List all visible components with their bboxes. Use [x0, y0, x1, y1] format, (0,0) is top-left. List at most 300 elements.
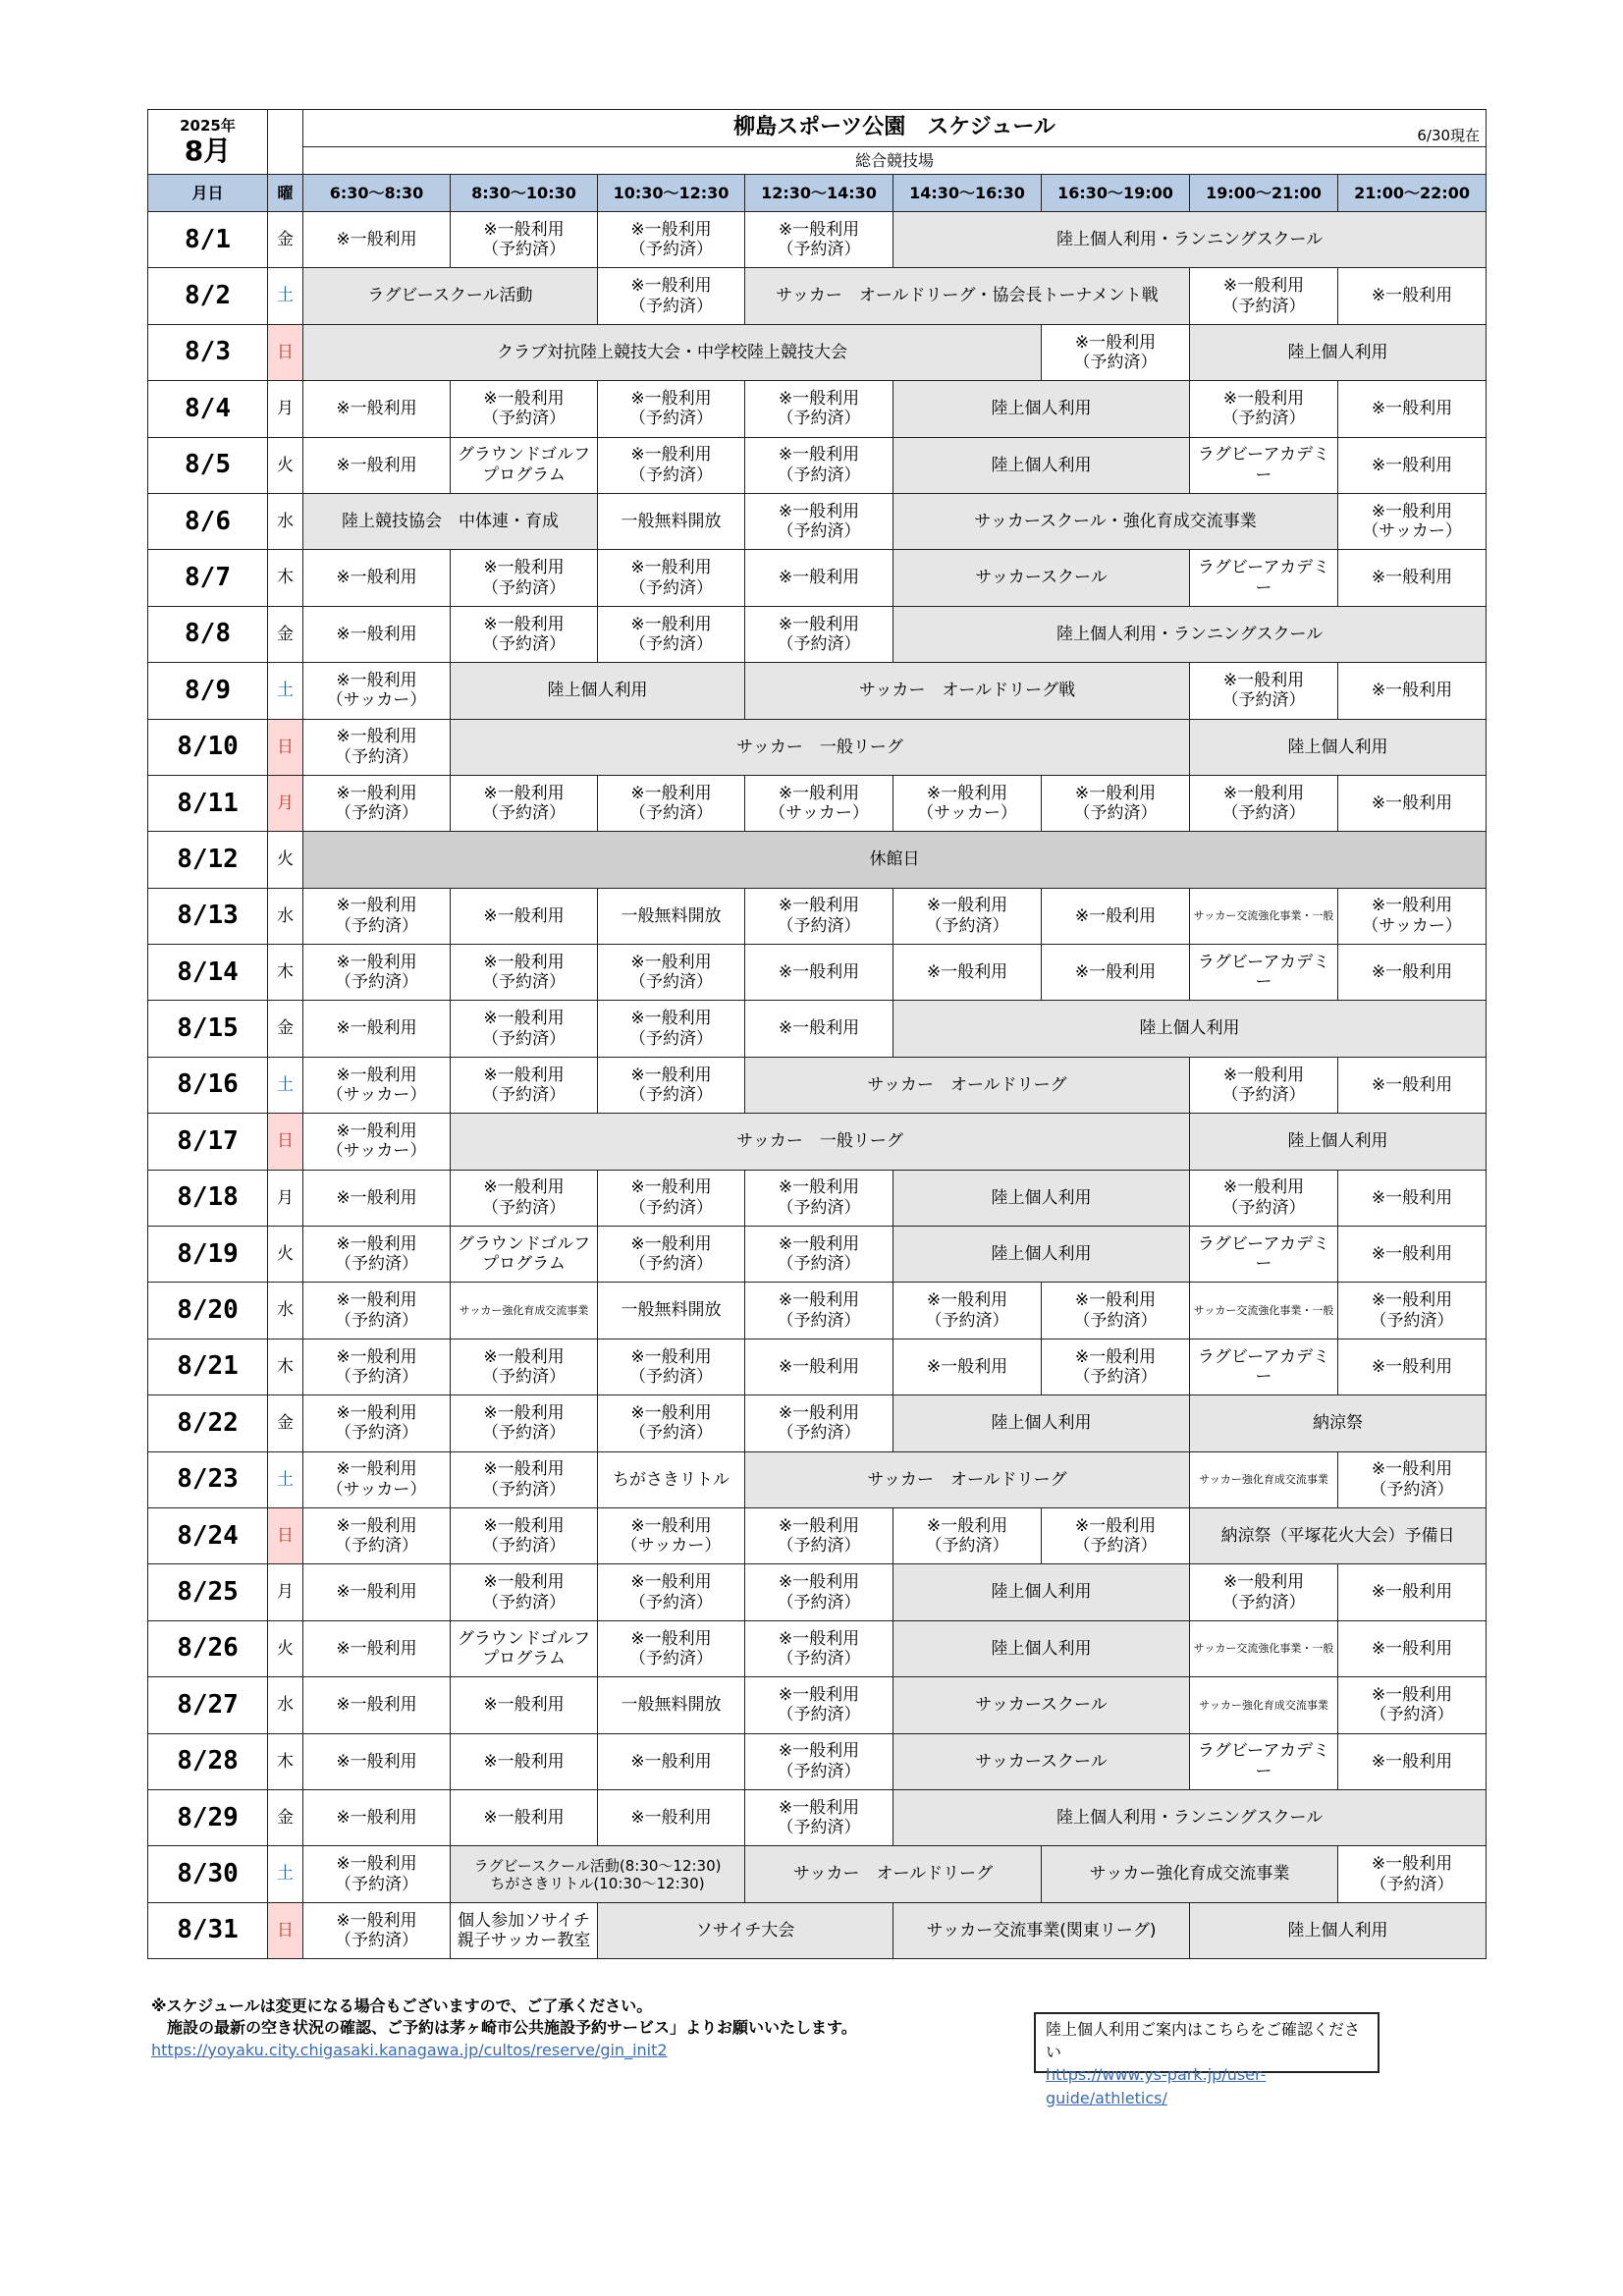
slot-text: （予約済） [335, 803, 418, 824]
slot-text: 納涼祭 [1313, 1413, 1364, 1434]
schedule-row [148, 1339, 1487, 1394]
slot-text: ※一般利用 [778, 1177, 860, 1198]
weekday-cell: 火 [268, 1620, 303, 1676]
schedule-slot [598, 1170, 745, 1226]
schedule-row [148, 1507, 1487, 1563]
year-month-cell [148, 110, 268, 175]
schedule-slot [303, 1620, 451, 1676]
schedule-slot [451, 1114, 1190, 1170]
schedule-slot [303, 493, 598, 549]
weekday-cell: 金 [268, 1789, 303, 1845]
slot-text: ※一般利用 [483, 1515, 565, 1536]
schedule-slot [1338, 1339, 1487, 1394]
slot-text: 陸上個人利用 [991, 1582, 1092, 1603]
schedule-row [148, 1057, 1487, 1113]
schedule-slot [303, 1001, 451, 1057]
slot-text: （予約済） [482, 1479, 566, 1500]
schedule-slot [1190, 945, 1338, 1001]
timeslot-header: 21:00～22:00 [1338, 175, 1487, 212]
schedule-slot [303, 719, 451, 775]
slot-text: ※一般利用 [336, 1807, 417, 1828]
slot-text: （予約済） [482, 1028, 566, 1049]
slot-text: サッカー オールドリーグ・協会長トーナメント戦 [776, 286, 1159, 306]
slot-text: ラグビーアカデミー [1197, 1233, 1330, 1275]
schedule-slot [598, 268, 745, 324]
slot-text: （予約済） [777, 633, 861, 654]
slot-text: ※一般利用 [483, 1009, 565, 1029]
slot-text: ※一般利用 [483, 1346, 565, 1367]
slot-text: （予約済） [777, 1818, 861, 1838]
as-of-date: 6/30現在 [1417, 127, 1481, 144]
slot-text: ※一般利用 [778, 1356, 860, 1377]
slot-text: ※一般利用 [1371, 286, 1453, 306]
weekday-cell: 金 [268, 212, 303, 268]
schedule-slot [598, 1507, 745, 1563]
weekday-cell: 土 [268, 1057, 303, 1113]
schedule-row [148, 437, 1487, 493]
slot-text: ※一般利用 [1074, 783, 1157, 803]
slot-text: ※一般利用 [336, 1346, 417, 1367]
schedule-slot [1190, 1283, 1338, 1339]
slot-text: ※一般利用 [483, 1572, 565, 1593]
slot-text: ※一般利用 [1371, 896, 1453, 916]
slot-text: （サッカー） [326, 1085, 427, 1106]
schedule-slot [303, 1114, 451, 1170]
slot-text: 親子サッカー教室 [457, 1930, 591, 1950]
schedule-row [148, 1846, 1487, 1902]
schedule-slot [303, 1227, 451, 1283]
schedule-slot [451, 1170, 598, 1226]
slot-text: サッカー交流強化事業・一般 [1193, 909, 1334, 923]
schedule-slot [745, 1451, 1190, 1507]
slot-text: ※一般利用 [1074, 1346, 1157, 1367]
slot-text: 陸上個人利用 [991, 1244, 1092, 1265]
schedule-slot [745, 1564, 893, 1620]
slot-text: ※一般利用 [336, 1018, 417, 1039]
schedule-slot [1338, 1733, 1487, 1789]
schedule-row [148, 268, 1487, 324]
schedule-slot [745, 1507, 893, 1563]
schedule-slot [1338, 493, 1487, 549]
schedule-row [148, 1902, 1487, 1958]
schedule-slot [893, 888, 1042, 944]
slot-text: ※一般利用 [778, 1797, 860, 1818]
slot-text: （予約済） [777, 915, 861, 936]
timeslot-header: 10:30～12:30 [598, 175, 745, 212]
schedule-row [148, 606, 1487, 662]
schedule-row [148, 324, 1487, 380]
slot-text: （サッカー） [1362, 915, 1462, 936]
slot-text: ※一般利用 [483, 1177, 565, 1198]
col-date-header: 月日 [148, 175, 268, 212]
schedule-slot [451, 1620, 598, 1676]
slot-text: サッカースクール [975, 1695, 1108, 1716]
slot-text: ※一般利用 [630, 614, 712, 634]
slot-text: （予約済） [1221, 803, 1306, 824]
slot-text: ※一般利用 [483, 1807, 565, 1828]
schedule-slot [598, 1620, 745, 1676]
slot-text: （予約済） [925, 915, 1009, 936]
slot-text: ちがさきリトル [613, 1469, 730, 1490]
slot-text: ※一般利用 [1222, 670, 1305, 690]
slot-text: ※一般利用 [778, 783, 860, 803]
slot-text: ※一般利用 [630, 1403, 712, 1423]
slot-text: プログラム [482, 1254, 566, 1275]
schedule-slot [598, 1227, 745, 1283]
slot-text: ※一般利用 [1371, 1187, 1453, 1208]
date-cell: 8/31 [148, 1902, 268, 1958]
slot-text: ※一般利用 [778, 1741, 860, 1762]
schedule-slot [1190, 663, 1338, 719]
slot-text: サッカー強化育成交流事業 [1199, 1473, 1328, 1487]
slot-text: 陸上競技協会 中体連・育成 [342, 511, 559, 531]
schedule-slot [745, 1339, 893, 1394]
slot-text: （予約済） [482, 1592, 566, 1613]
schedule-row [148, 775, 1487, 831]
slot-text: （予約済） [482, 577, 566, 598]
schedule-slot [893, 1001, 1487, 1057]
slot-text: ラグビーアカデミー [1197, 1346, 1330, 1387]
schedule-table [147, 109, 1487, 1959]
schedule-slot [745, 775, 893, 831]
athletics-guide-link[interactable]: https://www.ys-park.jp/user-guide/athletics/ [1046, 2065, 1267, 2107]
schedule-slot [1190, 1339, 1338, 1394]
slot-text: （予約済） [629, 1028, 713, 1049]
schedule-slot [1338, 268, 1487, 324]
schedule-row [148, 493, 1487, 549]
slot-text: （予約済） [335, 1536, 418, 1557]
slot-text: ラグビーアカデミー [1197, 558, 1330, 598]
slot-text: （予約済） [482, 972, 566, 993]
slot-text: （予約済） [1370, 1310, 1454, 1331]
slot-text: グラウンドゴルフ [457, 1628, 591, 1649]
slot-text: ※一般利用 [483, 1459, 565, 1480]
slot-text: （予約済） [777, 1423, 861, 1444]
slot-text: サッカー交流強化事業・一般 [1193, 1304, 1334, 1318]
slot-text: ※一般利用 [1371, 1290, 1453, 1311]
slot-text: （予約済） [777, 1648, 861, 1668]
slot-text: ※一般利用 [1371, 1582, 1453, 1603]
schedule-slot [1338, 1170, 1487, 1226]
slot-text: ※一般利用 [336, 399, 417, 419]
schedule-slot [1190, 719, 1487, 775]
schedule-row [148, 663, 1487, 719]
blank-cell [268, 110, 303, 175]
schedule-slot [1190, 1620, 1338, 1676]
slot-text: 陸上個人利用 [1287, 737, 1388, 757]
schedule-row [148, 381, 1487, 437]
slot-text: ※一般利用 [336, 1403, 417, 1423]
schedule-slot [745, 1170, 893, 1226]
schedule-slot [893, 381, 1190, 437]
slot-text: 陸上個人利用 [991, 1187, 1092, 1208]
slot-text: （予約済） [482, 1367, 566, 1387]
slot-text: （予約済） [629, 240, 713, 260]
schedule-slot [451, 212, 598, 268]
date-cell: 8/4 [148, 381, 268, 437]
slot-text: サッカー オールドリーグ [867, 1469, 1067, 1490]
schedule-slot [1190, 1114, 1487, 1170]
slot-text: ※一般利用 [630, 1572, 712, 1593]
schedule-row [148, 1620, 1487, 1676]
schedule-slot [1190, 1677, 1338, 1733]
slot-text: ※一般利用 [778, 1628, 860, 1649]
slot-text: （予約済） [1221, 409, 1306, 429]
schedule-slot [745, 888, 893, 944]
date-cell: 8/21 [148, 1339, 268, 1394]
slot-text: （予約済） [925, 1310, 1009, 1331]
slot-text: （予約済） [482, 633, 566, 654]
schedule-slot [451, 1789, 598, 1845]
schedule-slot [745, 1789, 893, 1845]
schedule-slot [1190, 888, 1338, 944]
schedule-slot [598, 1001, 745, 1057]
slot-text: 一般無料開放 [621, 1300, 722, 1321]
schedule-slot [893, 1227, 1190, 1283]
slot-text: ※一般利用 [1371, 1459, 1453, 1480]
slot-text: ※一般利用 [336, 1751, 417, 1772]
schedule-row [148, 832, 1487, 888]
schedule-slot [1190, 268, 1338, 324]
weekday-cell: 月 [268, 1170, 303, 1226]
slot-text: （予約済） [1370, 1705, 1454, 1725]
schedule-slot [451, 719, 1190, 775]
schedule-slot [451, 1902, 598, 1958]
slot-text: グラウンドゴルフ [457, 1233, 591, 1254]
slot-text: 陸上個人利用・ランニングスクール [1055, 624, 1324, 644]
schedule-slot [303, 550, 451, 606]
slot-text: ※一般利用 [336, 455, 417, 475]
schedule-row [148, 1395, 1487, 1451]
slot-text: （予約済） [1221, 1592, 1306, 1613]
schedule-slot [893, 212, 1487, 268]
slot-text: ※一般利用 [630, 1009, 712, 1029]
slot-text: （予約済） [777, 521, 861, 542]
slot-text: ※一般利用 [336, 1582, 417, 1603]
weekday-cell: 日 [268, 324, 303, 380]
schedule-slot [451, 1001, 598, 1057]
slot-text: （予約済） [335, 1423, 418, 1444]
slot-text: ※一般利用 [778, 614, 860, 634]
slot-text: ※一般利用 [630, 1751, 712, 1772]
schedule-slot [893, 493, 1338, 549]
slot-text: ※一般利用 [336, 896, 417, 916]
slot-text: （予約済） [777, 1310, 861, 1331]
slot-text: （予約済） [629, 633, 713, 654]
schedule-slot [893, 606, 1487, 662]
slot-text: サッカー交流強化事業・一般 [1193, 1642, 1334, 1656]
weekday-cell: 木 [268, 1733, 303, 1789]
slot-text: （予約済） [1221, 690, 1306, 711]
slot-text: ラグビーアカデミー [1197, 952, 1330, 993]
slot-text: （予約済） [629, 577, 713, 598]
schedule-slot [303, 1846, 451, 1902]
schedule-slot [1338, 663, 1487, 719]
weekday-cell: 水 [268, 1283, 303, 1339]
slot-text: ※一般利用 [483, 614, 565, 634]
schedule-slot [598, 1677, 745, 1733]
date-cell: 8/29 [148, 1789, 268, 1845]
weekday-cell: 金 [268, 1001, 303, 1057]
schedule-slot [745, 606, 893, 662]
date-cell: 8/24 [148, 1507, 268, 1563]
slot-text: 陸上個人利用・ランニングスクール [1055, 1807, 1324, 1828]
slot-text: ※一般利用 [778, 962, 860, 983]
notes-line-2: 施設の最新の空き状況の確認、ご予約は茅ヶ崎市公共施設予約サービス」よりお願いいたします。 [151, 2018, 857, 2038]
date-cell: 8/15 [148, 1001, 268, 1057]
weekday-cell: 日 [268, 719, 303, 775]
schedule-slot [1042, 888, 1190, 944]
schedule-slot [303, 1902, 451, 1958]
schedule-row [148, 1789, 1487, 1845]
slot-text: プログラム [482, 1648, 566, 1668]
slot-text: ※一般利用 [1371, 793, 1453, 813]
schedule-slot [745, 663, 1190, 719]
slot-text: （予約済） [1221, 1085, 1306, 1106]
schedule-slot [1190, 1564, 1338, 1620]
slot-text: サッカー オールドリーグ [867, 1074, 1067, 1095]
slot-text: ※一般利用 [630, 783, 712, 803]
schedule-slot [451, 1227, 598, 1283]
athletics-info-box [1034, 2012, 1380, 2107]
slot-text: （予約済） [1370, 1479, 1454, 1500]
slot-text: ※一般利用 [630, 1346, 712, 1367]
weekday-cell: 金 [268, 1395, 303, 1451]
schedule-slot [1042, 945, 1190, 1001]
schedule-slot [303, 381, 451, 437]
date-cell: 8/18 [148, 1170, 268, 1226]
schedule-slot [598, 1339, 745, 1394]
slot-text: 陸上個人利用 [991, 1638, 1092, 1659]
slot-text: ※一般利用 [778, 445, 860, 465]
slot-text: ※一般利用 [1222, 783, 1305, 803]
schedule-slot [745, 1677, 893, 1733]
slot-text: 一般無料開放 [621, 905, 722, 926]
slot-text: ※一般利用 [1222, 388, 1305, 409]
schedule-slot [303, 945, 451, 1001]
date-cell: 8/30 [148, 1846, 268, 1902]
schedule-slot [598, 1395, 745, 1451]
schedule-slot [451, 1846, 745, 1902]
schedule-slot [451, 1564, 598, 1620]
slot-text: サッカー オールドリーグ [792, 1864, 994, 1885]
weekday-cell: 日 [268, 1114, 303, 1170]
schedule-row [148, 212, 1487, 268]
slot-text: 陸上個人利用 [547, 681, 648, 701]
slot-text: （予約済） [482, 409, 566, 429]
slot-text: ※一般利用 [1371, 1074, 1453, 1095]
schedule-slot [303, 832, 1487, 888]
slot-text: グラウンドゴルフ [457, 445, 591, 465]
slot-text: サッカー交流事業(関東リーグ) [926, 1920, 1157, 1941]
slot-text: （予約済） [335, 972, 418, 993]
slot-text: ※一般利用 [336, 670, 417, 690]
slot-text: （予約済） [777, 465, 861, 485]
weekday-cell: 火 [268, 832, 303, 888]
weekday-cell: 土 [268, 268, 303, 324]
date-cell: 8/13 [148, 888, 268, 944]
schedule-row [148, 888, 1487, 944]
slot-text: ※一般利用 [778, 896, 860, 916]
slot-text: （予約済） [335, 1367, 418, 1387]
slot-text: （予約済） [1370, 1874, 1454, 1894]
slot-text: （予約済） [629, 1085, 713, 1106]
slot-text: 陸上個人利用 [991, 1413, 1092, 1434]
timeslot-header: 12:30～14:30 [745, 175, 893, 212]
schedule-slot [303, 437, 451, 493]
slot-text: （予約済） [335, 1930, 418, 1950]
slot-text: （予約済） [629, 409, 713, 429]
schedule-slot [303, 1283, 451, 1339]
date-cell: 8/17 [148, 1114, 268, 1170]
schedule-slot [893, 1339, 1042, 1394]
slot-text: ※一般利用 [630, 1233, 712, 1254]
slot-text: ※一般利用 [1074, 1515, 1157, 1536]
slot-text: ※一般利用 [336, 1233, 417, 1254]
slot-text: （サッカー） [1362, 521, 1462, 542]
slot-text: （予約済） [925, 1536, 1009, 1557]
slot-text: ※一般利用 [336, 952, 417, 972]
date-cell: 8/9 [148, 663, 268, 719]
schedule-slot [451, 1677, 598, 1733]
schedule-slot [451, 1395, 598, 1451]
slot-text: 個人参加ソサイチ [458, 1910, 590, 1931]
schedule-slot [1338, 775, 1487, 831]
date-cell: 8/27 [148, 1677, 268, 1733]
slot-text: ※一般利用 [1222, 276, 1305, 297]
slot-text: （予約済） [1073, 352, 1158, 372]
slot-text: ※一般利用 [1371, 962, 1453, 983]
schedule-slot [303, 1451, 451, 1507]
schedule-row [148, 1733, 1487, 1789]
schedule-slot [598, 1057, 745, 1113]
schedule-slot [1042, 1339, 1190, 1394]
schedule-slot [451, 1733, 598, 1789]
schedule-slot [893, 1170, 1190, 1226]
slot-text: ラグビースクール活動(8:30～12:30) [473, 1856, 722, 1875]
slot-text: サッカー 一般リーグ [736, 737, 903, 757]
schedule-slot [745, 437, 893, 493]
schedule-slot [598, 493, 745, 549]
weekday-cell: 火 [268, 437, 303, 493]
slot-text: （予約済） [777, 1761, 861, 1781]
slot-text: （予約済） [629, 1592, 713, 1613]
date-cell: 8/23 [148, 1451, 268, 1507]
slot-text: （予約済） [629, 465, 713, 485]
weekday-cell: 水 [268, 1677, 303, 1733]
slot-text: ※一般利用 [778, 568, 860, 588]
slot-text: ※一般利用 [1371, 501, 1453, 521]
page-title [303, 110, 1487, 147]
schedule-slot [303, 324, 1042, 380]
schedule-slot [598, 1733, 745, 1789]
schedule-slot [745, 1001, 893, 1057]
schedule-slot [1042, 1846, 1338, 1902]
slot-text: ※一般利用 [926, 896, 1008, 916]
slot-text: ※一般利用 [336, 1290, 417, 1311]
schedule-slot [303, 1677, 451, 1733]
slot-text: ※一般利用 [778, 1684, 860, 1705]
slot-text: ※一般利用 [630, 1515, 712, 1536]
slot-text: ※一般利用 [336, 1515, 417, 1536]
slot-text: ※一般利用 [1371, 1356, 1453, 1377]
schedule-slot [1042, 1507, 1190, 1563]
schedule-slot [451, 1339, 598, 1394]
weekday-cell: 月 [268, 1564, 303, 1620]
col-dow-header: 曜 [268, 175, 303, 212]
slot-text: サッカー 一般リーグ [736, 1131, 903, 1152]
reservation-link[interactable]: https://yoyaku.city.chigasaki.kanagawa.jp/cultos/reserve/gin_init2 [151, 2040, 668, 2059]
